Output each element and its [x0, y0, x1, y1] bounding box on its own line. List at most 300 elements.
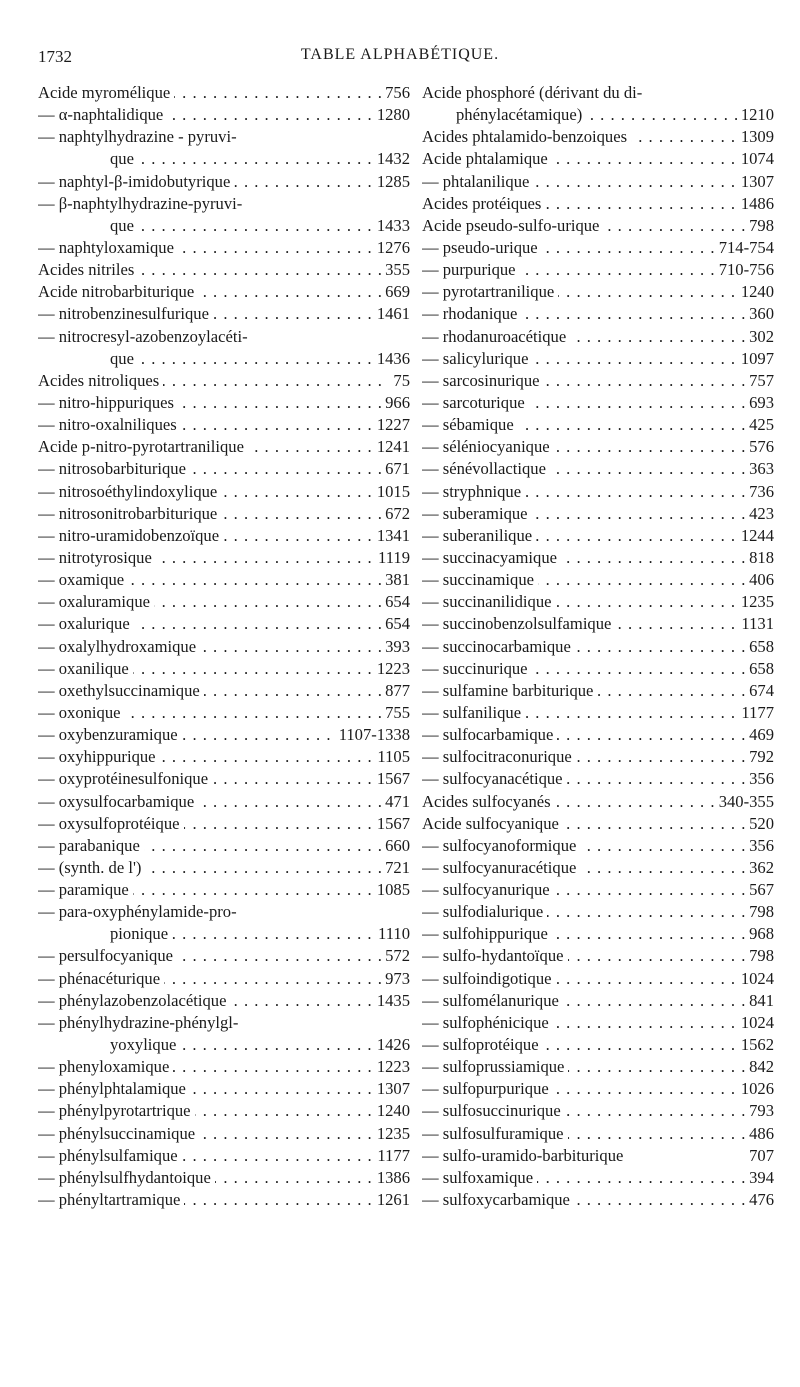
index-page-ref: 793 — [745, 1100, 774, 1122]
index-term-container — [422, 525, 737, 547]
index-term-container — [422, 857, 745, 879]
index-term-container — [422, 1012, 737, 1034]
index-term-container — [38, 746, 373, 768]
index-term: — oxybenzuramique — [38, 725, 182, 744]
index-term-container — [422, 1034, 737, 1056]
index-page-ref: 1386 — [373, 1167, 410, 1189]
index-term-container — [422, 680, 745, 702]
index-term: — phénylazobenzolacétique — [38, 991, 230, 1010]
index-entry — [38, 414, 410, 436]
index-entry — [38, 193, 410, 215]
index-term: — phénylphtalamique — [38, 1079, 190, 1098]
index-term: — séléniocyanique — [422, 437, 554, 456]
index-term: — succinobenzolsulfamique — [422, 614, 615, 633]
index-entry — [422, 791, 774, 813]
index-entry — [422, 414, 774, 436]
index-term-container — [38, 1123, 373, 1145]
index-term-container — [422, 768, 745, 790]
index-entry — [38, 835, 410, 857]
index-entry — [422, 945, 774, 967]
index-entry — [422, 1056, 774, 1078]
index-term-container — [422, 171, 737, 193]
index-term-container — [38, 901, 406, 923]
index-term: — α-naphtalidique — [38, 105, 167, 124]
index-entry — [38, 990, 410, 1012]
index-term: — nitrosonitrobarbiturique — [38, 504, 221, 523]
index-page-ref: 340-355 — [715, 791, 774, 813]
index-term: — sulfosulfuramique — [422, 1124, 568, 1143]
index-page-ref: 1307 — [737, 171, 774, 193]
index-term: — sulfocitraconurique — [422, 747, 576, 766]
index-term-container — [422, 259, 715, 281]
index-page-ref: 1177 — [737, 702, 774, 724]
index-page-ref: 1280 — [373, 104, 410, 126]
index-page-ref: 877 — [381, 680, 410, 702]
index-page-ref: 1223 — [373, 1056, 410, 1078]
index-term: — sulfocyanacétique — [422, 769, 567, 788]
index-page-ref: 1235 — [373, 1123, 410, 1145]
index-entry — [38, 1123, 410, 1145]
index-term-container — [38, 436, 373, 458]
index-term-container — [110, 923, 374, 945]
index-term-container — [38, 1012, 406, 1034]
index-term-container — [110, 148, 373, 170]
index-entry — [422, 436, 774, 458]
index-entry — [38, 613, 410, 635]
index-term: — pyrotartranilique — [422, 282, 558, 301]
index-entry — [38, 636, 410, 658]
index-term: Acides sulfocyanés — [422, 792, 555, 811]
index-term-container — [38, 569, 381, 591]
index-entry — [422, 1034, 774, 1056]
index-page-ref: 654 — [381, 591, 410, 613]
index-term: — oxalurique — [38, 614, 134, 633]
index-term-container — [38, 1078, 373, 1100]
index-page-ref: 572 — [381, 945, 410, 967]
index-entry — [422, 326, 774, 348]
index-term: — phénylhydrazine-phénylgl- — [38, 1013, 242, 1032]
index-term: yoxylique — [110, 1035, 180, 1054]
index-term: que — [110, 149, 138, 168]
index-term-container — [38, 1167, 373, 1189]
index-page-ref: 1131 — [737, 613, 774, 635]
index-entry — [38, 1145, 410, 1167]
index-term: Acides nitriles — [38, 260, 138, 279]
index-entry — [422, 525, 774, 547]
index-term: — sulfoxamique — [422, 1168, 537, 1187]
index-term-container — [38, 857, 381, 879]
index-term-container — [110, 348, 373, 370]
index-term: — β-naphtylhydrazine-pyruvi- — [38, 194, 246, 213]
index-entry — [38, 104, 410, 126]
page-number: 1732 — [38, 47, 72, 66]
index-term-container — [38, 370, 389, 392]
index-entry — [422, 370, 774, 392]
index-term-container — [38, 392, 381, 414]
index-term-container — [38, 768, 373, 790]
index-page-ref: 576 — [745, 436, 774, 458]
index-term-container — [422, 945, 745, 967]
index-entry — [38, 458, 410, 480]
index-term-container — [38, 591, 381, 613]
index-entry — [422, 303, 774, 325]
index-term-container — [422, 990, 745, 1012]
index-term-container — [38, 680, 381, 702]
index-term: — sarcosinurique — [422, 371, 544, 390]
index-page-ref: 1433 — [373, 215, 410, 237]
index-entry — [422, 1012, 774, 1034]
index-page-ref: 658 — [745, 658, 774, 680]
index-page-ref: 381 — [381, 569, 410, 591]
index-page-ref: 672 — [381, 503, 410, 525]
index-term-container — [422, 968, 737, 990]
index-term: — succinanilidique — [422, 592, 556, 611]
index-term: — nitrotyrosique — [38, 548, 156, 567]
index-entry — [38, 171, 410, 193]
index-term-container — [38, 990, 373, 1012]
index-page-ref: 471 — [381, 791, 410, 813]
index-page-ref: 520 — [745, 813, 774, 835]
index-entry — [422, 1123, 774, 1145]
index-entry — [422, 901, 774, 923]
index-entry — [38, 281, 410, 303]
index-entry — [422, 348, 774, 370]
index-term: — succinamique — [422, 570, 538, 589]
index-term: — sulfoprussiamique — [422, 1057, 568, 1076]
index-entry — [422, 857, 774, 879]
index-term-container — [422, 458, 745, 480]
index-term-container — [422, 215, 745, 237]
index-entry — [422, 591, 774, 613]
index-entry — [422, 1189, 774, 1211]
index-page-ref: 1307 — [373, 1078, 410, 1100]
index-page-ref: 1562 — [737, 1034, 774, 1056]
index-term-container — [110, 215, 373, 237]
index-page-ref: 1309 — [737, 126, 774, 148]
index-entry — [422, 968, 774, 990]
index-page-ref: 1105 — [373, 746, 410, 768]
index-entry — [422, 636, 774, 658]
index-term-container — [422, 348, 737, 370]
index-term-container — [38, 503, 381, 525]
index-term: — sulfo-hydantoïque — [422, 946, 568, 965]
index-term: — sénévollactique — [422, 459, 550, 478]
index-page-ref: 736 — [745, 481, 774, 503]
index-entry — [422, 458, 774, 480]
index-term: — sulfocarbamique — [422, 725, 557, 744]
index-entry — [422, 1167, 774, 1189]
index-page-ref: 757 — [745, 370, 774, 392]
index-term-container — [38, 724, 335, 746]
index-page-ref: 693 — [745, 392, 774, 414]
index-page-ref: 1107-1338 — [335, 724, 410, 746]
index-term: — phénylsulfhydantoique — [38, 1168, 215, 1187]
index-term: — suberanilique — [422, 526, 536, 545]
index-entry — [38, 1056, 410, 1078]
index-term: — sulfanilique — [422, 703, 525, 722]
index-term: — sulfoprotéique — [422, 1035, 543, 1054]
index-term: — sulfocyanurique — [422, 880, 554, 899]
index-term-container — [422, 813, 745, 835]
index-entry — [38, 923, 410, 945]
index-page-ref: 356 — [745, 835, 774, 857]
index-term-container — [422, 1167, 745, 1189]
index-term-container — [38, 945, 381, 967]
index-entry — [38, 1189, 410, 1211]
index-page-ref: 1227 — [373, 414, 410, 436]
index-term: — oxyhippurique — [38, 747, 160, 766]
index-term: — nitro-oxalniliques — [38, 415, 181, 434]
index-entry — [38, 901, 410, 923]
index-term: — para-oxyphénylamide-pro- — [38, 902, 241, 921]
index-term-container — [38, 1056, 373, 1078]
index-entry — [38, 237, 410, 259]
index-page-ref: 1461 — [373, 303, 410, 325]
index-page-ref: 1097 — [737, 348, 774, 370]
index-entry — [422, 879, 774, 901]
index-entry — [38, 1034, 410, 1056]
index-page-ref: 1119 — [374, 547, 410, 569]
index-entry — [38, 326, 410, 348]
index-entry — [38, 215, 410, 237]
index-entry — [422, 104, 774, 126]
index-term-container — [38, 193, 406, 215]
index-entry — [422, 813, 774, 835]
index-term-container — [422, 791, 715, 813]
index-entry — [422, 126, 774, 148]
index-page-ref: 567 — [745, 879, 774, 901]
index-term: — succinocarbamique — [422, 637, 575, 656]
index-term: Acides nitroliques — [38, 371, 163, 390]
index-term: — phénacéturique — [38, 969, 164, 988]
index-entry — [38, 791, 410, 813]
index-term-container — [38, 636, 381, 658]
index-column-left — [38, 82, 410, 1211]
index-term-container — [38, 835, 381, 857]
index-term: — phénylsulfamique — [38, 1146, 182, 1165]
index-term-container — [422, 82, 770, 104]
index-term-container — [422, 193, 737, 215]
index-term: — salicylurique — [422, 349, 532, 368]
index-term: — succinurique — [422, 659, 532, 678]
index-page-ref: 1261 — [373, 1189, 410, 1211]
index-term: — oxonique — [38, 703, 125, 722]
index-term: — pseudo-urique — [422, 238, 542, 257]
index-entry — [38, 303, 410, 325]
index-entry — [38, 680, 410, 702]
index-term-container — [38, 613, 381, 635]
index-entry — [38, 857, 410, 879]
index-term: Acide phtalamique — [422, 149, 552, 168]
index-term-container — [38, 813, 373, 835]
index-page-ref: 423 — [745, 503, 774, 525]
index-entry — [38, 1078, 410, 1100]
index-page-ref: 671 — [381, 458, 410, 480]
index-term-container — [422, 923, 745, 945]
index-page-ref: 966 — [381, 392, 410, 414]
index-term-container — [38, 281, 381, 303]
index-entry — [38, 945, 410, 967]
index-term-container — [422, 326, 745, 348]
index-term: — sulfophénicique — [422, 1013, 553, 1032]
index-page-ref: 714-754 — [715, 237, 774, 259]
index-term-container — [422, 547, 745, 569]
index-entry — [422, 923, 774, 945]
index-term-container — [38, 1145, 373, 1167]
index-term-container — [38, 658, 373, 680]
index-term: — suberamique — [422, 504, 532, 523]
index-term: — sulfocyanoformique — [422, 836, 580, 855]
index-entry — [422, 171, 774, 193]
index-term: Acide myromélique — [38, 83, 174, 102]
index-page-ref: 841 — [745, 990, 774, 1012]
index-page-ref: 1244 — [737, 525, 774, 547]
index-entry — [38, 724, 410, 746]
index-entry — [422, 768, 774, 790]
index-term: — sulfoxycarbamique — [422, 1190, 574, 1209]
index-term: — stryphnique — [422, 482, 525, 501]
index-term-container — [422, 1123, 745, 1145]
index-term-container — [422, 1056, 745, 1078]
index-term-container — [422, 835, 745, 857]
index-page-ref: 798 — [745, 901, 774, 923]
index-page-ref: 669 — [381, 281, 410, 303]
index-term-container — [422, 148, 737, 170]
index-term: — nitrosobarbiturique — [38, 459, 190, 478]
index-term-container — [38, 414, 373, 436]
index-entry — [422, 215, 774, 237]
index-page-ref: 1074 — [737, 148, 774, 170]
index-term: — rhodanique — [422, 304, 521, 323]
index-entry — [422, 259, 774, 281]
index-term: — oxyprotéinesulfonique — [38, 769, 212, 788]
index-term-container — [38, 303, 373, 325]
index-page-ref: 707 — [745, 1145, 774, 1167]
index-page-ref: 1241 — [373, 436, 410, 458]
index-term-container — [422, 658, 745, 680]
index-page-ref: 654 — [381, 613, 410, 635]
index-entry — [38, 547, 410, 569]
index-term: — sulfomélanurique — [422, 991, 563, 1010]
index-term-container — [38, 82, 381, 104]
index-term: Acides phtalamido-benzoiques — [422, 127, 631, 146]
index-page-ref: 363 — [745, 458, 774, 480]
index-term-container — [110, 1034, 373, 1056]
index-page-ref: 302 — [745, 326, 774, 348]
index-term: — persulfocyanique — [38, 946, 177, 965]
index-entry — [422, 1078, 774, 1100]
index-entry — [38, 1167, 410, 1189]
index-entry — [422, 148, 774, 170]
index-page-ref: 658 — [745, 636, 774, 658]
index-term: — phtalanilique — [422, 172, 533, 191]
index-term-container — [422, 636, 745, 658]
index-page-ref: 798 — [745, 215, 774, 237]
index-page-ref: 1276 — [373, 237, 410, 259]
index-entry — [38, 126, 410, 148]
index-term: que — [110, 216, 138, 235]
index-entry — [38, 348, 410, 370]
index-term: pionique — [110, 924, 172, 943]
index-page-ref: 798 — [745, 945, 774, 967]
index-entry — [38, 503, 410, 525]
index-entry — [422, 237, 774, 259]
index-term: — paramique — [38, 880, 133, 899]
index-term-container — [38, 104, 373, 126]
index-column-right — [422, 82, 774, 1211]
index-term: — oxamique — [38, 570, 128, 589]
index-term: — phénylpyrotartrique — [38, 1101, 195, 1120]
index-page-ref: 75 — [389, 370, 410, 392]
index-entry — [38, 813, 410, 835]
index-page-ref: 660 — [381, 835, 410, 857]
index-term: Acide nitrobarbiturique — [38, 282, 198, 301]
index-entry — [422, 569, 774, 591]
index-term: que — [110, 349, 138, 368]
index-page-ref: 476 — [745, 1189, 774, 1211]
index-term-container — [38, 326, 406, 348]
index-term-container — [38, 1100, 373, 1122]
index-term: — sébamique — [422, 415, 518, 434]
index-term: — sulfosuccinurique — [422, 1101, 565, 1120]
index-term-container — [422, 392, 745, 414]
index-term-container — [422, 591, 737, 613]
index-term-container — [38, 126, 406, 148]
index-entry — [38, 746, 410, 768]
index-entry — [38, 702, 410, 724]
index-term: — nitrocresyl-azobenzoylacéti- — [38, 327, 252, 346]
index-page-ref: 1026 — [737, 1078, 774, 1100]
index-page-ref: 818 — [745, 547, 774, 569]
index-term: Acide p-nitro-pyrotartranilique — [38, 437, 248, 456]
index-entry — [422, 193, 774, 215]
index-page-ref: 674 — [745, 680, 774, 702]
index-term-container — [422, 303, 745, 325]
index-term-container — [422, 436, 745, 458]
index-page-ref: 1085 — [373, 879, 410, 901]
index-page-ref: 721 — [381, 857, 410, 879]
index-term: — sulfodialurique — [422, 902, 547, 921]
index-term: — sulfo-uramido-barbiturique — [422, 1146, 627, 1165]
index-term: — phenyloxamique — [38, 1057, 173, 1076]
index-entry — [422, 481, 774, 503]
index-term-container — [422, 1189, 745, 1211]
index-term-container — [38, 1189, 373, 1211]
index-page-ref: 968 — [745, 923, 774, 945]
index-term-container — [38, 525, 373, 547]
index-term: — rhodanuroacétique — [422, 327, 570, 346]
index-entry — [422, 503, 774, 525]
index-page-ref: 1432 — [373, 148, 410, 170]
index-entry — [422, 547, 774, 569]
index-term-container — [38, 458, 381, 480]
index-term: Acides protéiques — [422, 194, 545, 213]
index-term-container — [422, 1145, 745, 1167]
index-term: — naphtylhydrazine - pyruvi- — [38, 127, 241, 146]
index-page-ref: 406 — [745, 569, 774, 591]
index-page-ref: 394 — [745, 1167, 774, 1189]
index-term-container — [422, 901, 745, 923]
index-page-ref: 1235 — [737, 591, 774, 613]
index-term: — oxethylsuccinamique — [38, 681, 204, 700]
index-term: — oxaluramique — [38, 592, 154, 611]
index-term: — parabanique — [38, 836, 144, 855]
index-page-ref: 792 — [745, 746, 774, 768]
index-term: — sulfohippurique — [422, 924, 552, 943]
index-page-ref: 756 — [381, 82, 410, 104]
index-entry — [38, 968, 410, 990]
index-entry — [422, 680, 774, 702]
